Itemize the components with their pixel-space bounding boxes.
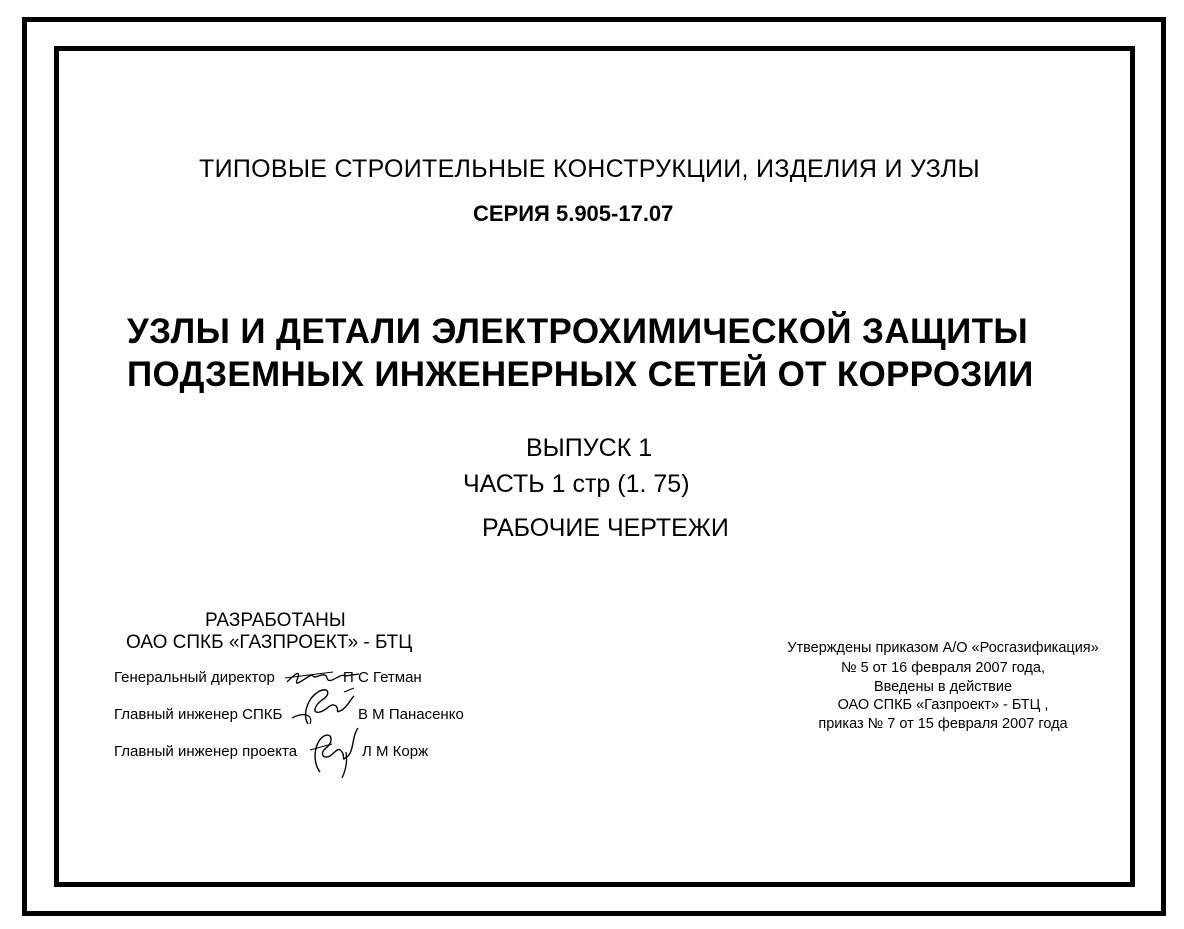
signatory-role: Главный инженер СПКБ [114, 706, 283, 723]
signatory-name: П С Гетман [343, 669, 422, 686]
approval-line-1: Утверждены приказом А/О «Росгазификация» [787, 640, 1099, 656]
signatory-role: Генеральный директор [114, 669, 275, 686]
main-title-line-1: УЗЛЫ И ДЕТАЛИ ЭЛЕКТРОХИМИЧЕСКОЙ ЗАЩИТЫ [127, 312, 1029, 351]
approval-line-2: № 5 от 16 февраля 2007 года, [841, 660, 1045, 676]
main-title-line-2: ПОДЗЕМНЫХ ИНЖЕНЕРНЫХ СЕТЕЙ ОТ КОРРОЗИИ [127, 355, 1034, 394]
approval-line-4: ОАО СПКБ «Газпроект» - БТЦ , [837, 697, 1049, 713]
developers-heading: РАЗРАБОТАНЫ [205, 610, 346, 631]
series-code: СЕРИЯ 5.905-17.07 [473, 201, 674, 226]
signatory-role: Главный инженер проекта [114, 743, 298, 760]
part-pages: ЧАСТЬ 1 стр (1. 75) [463, 470, 690, 498]
signatory-name: Л М Корж [362, 743, 429, 760]
signature-project-engineer [302, 722, 364, 780]
issue-number: ВЫПУСК 1 [526, 434, 653, 462]
approval-line-3: Введены в действие [873, 679, 1013, 695]
signatory-name: В М Панасенко [358, 706, 464, 723]
developer-organization: ОАО СПКБ «ГАЗПРОЕКТ» - БТЦ [126, 632, 413, 653]
series-title: ТИПОВЫЕ СТРОИТЕЛЬНЫЕ КОНСТРУКЦИИ, ИЗДЕЛИЯ И УЗЛЫ [199, 155, 980, 183]
approval-line-5: приказ № 7 от 15 февраля 2007 года [818, 716, 1068, 732]
document-kind: РАБОЧИЕ ЧЕРТЕЖИ [482, 514, 729, 542]
